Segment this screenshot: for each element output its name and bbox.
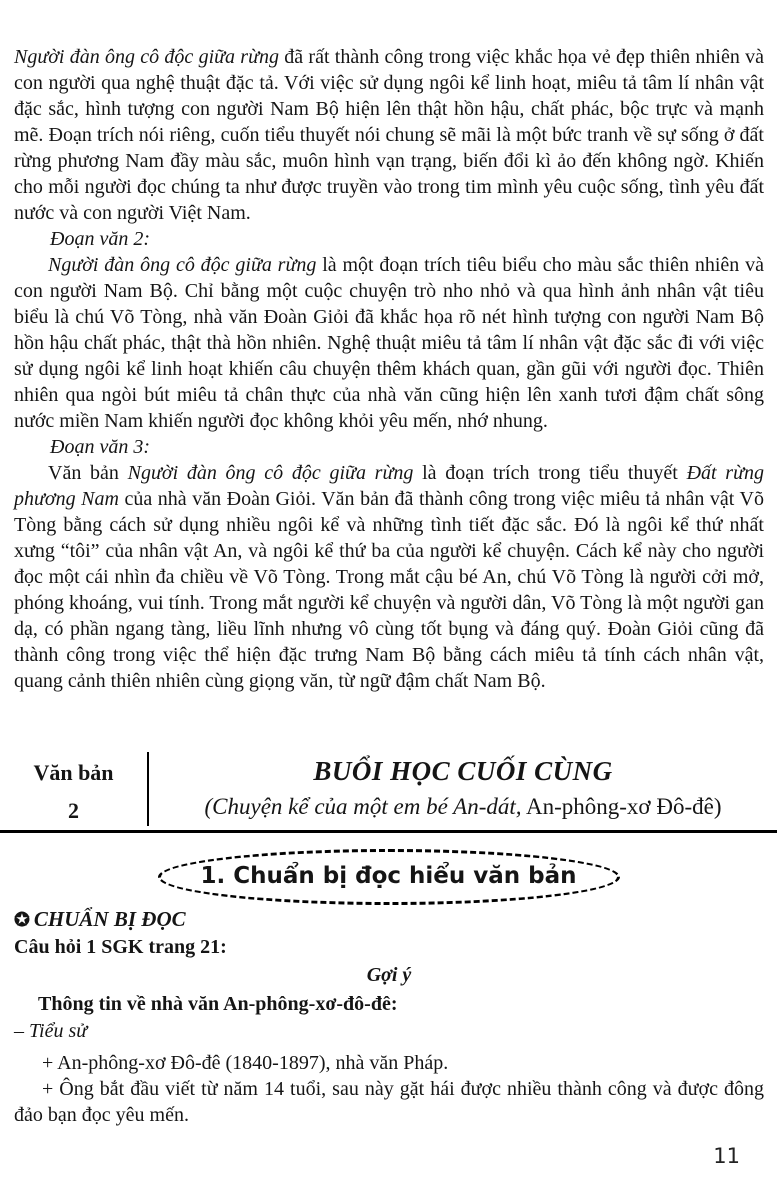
lesson-title-cell xyxy=(149,752,777,826)
lesson-subtitle xyxy=(155,794,771,820)
section-1-banner-label: 1. Chuẩn bị đọc hiểu văn bản xyxy=(200,863,577,889)
lesson-subtitle-roman: An-phông-xơ Đô-đê) xyxy=(521,794,722,819)
paragraph: Người đàn ông cô độc giữa rừng đã rất thành công trong việc khắc họa vẻ đẹp thiên nhiên và con người qua nghệ thuật đặc tả. Với việc sử dụng ngôi kể linh hoạt, miêu tả tâm lí nhân vật đặc sắc, hình tượng con người Nam Bộ hiện lên thật hồn hậu, chất phác, bộc trực và mạnh mẽ. Đoạn trích nói riêng, cuốn tiểu thuyết nói chung sẽ mãi là một bức tranh về sự sống ở đất rừng phương Nam đầy màu sắc, muôn hình vạn trạng, biến đổi kì ảo đến không ngờ. Khiến cho mỗi người đọc chúng ta như được truyền vào trong tim mình yêu cuộc sống, tình yêu đất nước và con người Việt Nam. xyxy=(14,46,765,224)
text-blocks xyxy=(14,44,764,694)
lesson-subtitle-italic: (Chuyện kể của một em bé An-dát, xyxy=(204,794,522,819)
page-number: 11 xyxy=(713,1144,740,1168)
lesson-cell-label: Văn bản xyxy=(33,760,114,785)
lesson-header-table xyxy=(0,752,777,833)
preparation-section xyxy=(14,906,764,1128)
bio-bullet-2: + Ông bắt đầu viết từ năm 14 tuổi, sau này gặt hái được nhiều thành công và được đông đảo bạn đọc yêu mến. xyxy=(14,1078,764,1126)
lesson-number-cell xyxy=(0,752,149,826)
biography-label: – Tiểu sử xyxy=(14,1020,88,1042)
author-info-heading: Thông tin về nhà văn An-phông-xơ-đô-đê: xyxy=(38,993,398,1015)
paragraph: Văn bản Người đàn ông cô độc giữa rừng là đoạn trích trong tiểu thuyết Đất rừng phương Nam của nhà văn Đoàn Giỏi. Văn bản đã thành công trong việc miêu tả nhân vật Võ Tòng bằng cách sử dụng nhiều ngôi kể và những tình tiết đặc sắc. Đó là ngôi kể thứ nhất xưng “tôi” của nhân vật An, và ngôi kể thứ ba của người kể chuyện. Cách kể này cho người đọc một cái nhìn đa chiều về Võ Tòng. Trong mắt cậu bé An, chú Võ Tòng là người cởi mở, phóng khoáng, vui tính. Trong mắt người kể chuyện và người dân, Võ Tòng là một người gan dạ, có phần ngang tàng, liều lĩnh nhưng vô cùng tốt bụng và đáng quý. Đoàn Giỏi cũng đã thành công trong việc thể hiện đặc trưng Nam Bộ bằng cách miêu tả tính cách nhân vật, quang cảnh thiên nhiên cùng giọng văn, từ ngữ đậm chất Nam Bộ. xyxy=(14,462,764,692)
paragraph: Người đàn ông cô độc giữa rừng là một đoạn trích tiêu biểu cho màu sắc thiên nhiên và con người Nam Bộ. Chỉ bằng một cuộc chuyện trò nho nhỏ và qua hình ảnh nhân vật tiêu biểu là chú Võ Tòng, nhà văn Đoàn Giỏi đã khắc họa rõ nét hình tượng con người Nam Bộ hồn hậu chất phác, thật thà hồn nhiên. Nghệ thuật miêu tả tâm lí nhân vật đặc sắc đi với việc sử dụng ngôi kể linh hoạt khiến câu chuyện thêm khách quan, gần gũi với người đọc. Thiên nhiên qua ngòi bút miêu tả chân thực của nhà văn cũng hiện lên xanh tươi đậm chất sông nước miền Nam khiến người đọc không khỏi yêu mến, nhớ nhung. xyxy=(14,254,764,432)
question-label: Câu hỏi 1 SGK trang 21: xyxy=(14,936,227,958)
section-1-banner xyxy=(157,849,619,905)
lesson-cell-number: 2 xyxy=(68,798,79,823)
paragraph-label: Đoạn văn 3: xyxy=(50,436,150,458)
hint-label: Gợi ý xyxy=(366,964,412,986)
prep-heading-label: CHUẨN BỊ ĐỌC xyxy=(33,907,186,931)
bio-bullet-1: + An-phông-xơ Đô-đê (1840-1897), nhà văn Pháp. xyxy=(42,1052,449,1074)
star-circle-icon: ✪ xyxy=(14,910,30,931)
paragraph-label: Đoạn văn 2: xyxy=(50,228,150,250)
lesson-title: BUỔI HỌC CUỐI CÙNG xyxy=(313,756,613,786)
prep-heading xyxy=(14,906,764,934)
